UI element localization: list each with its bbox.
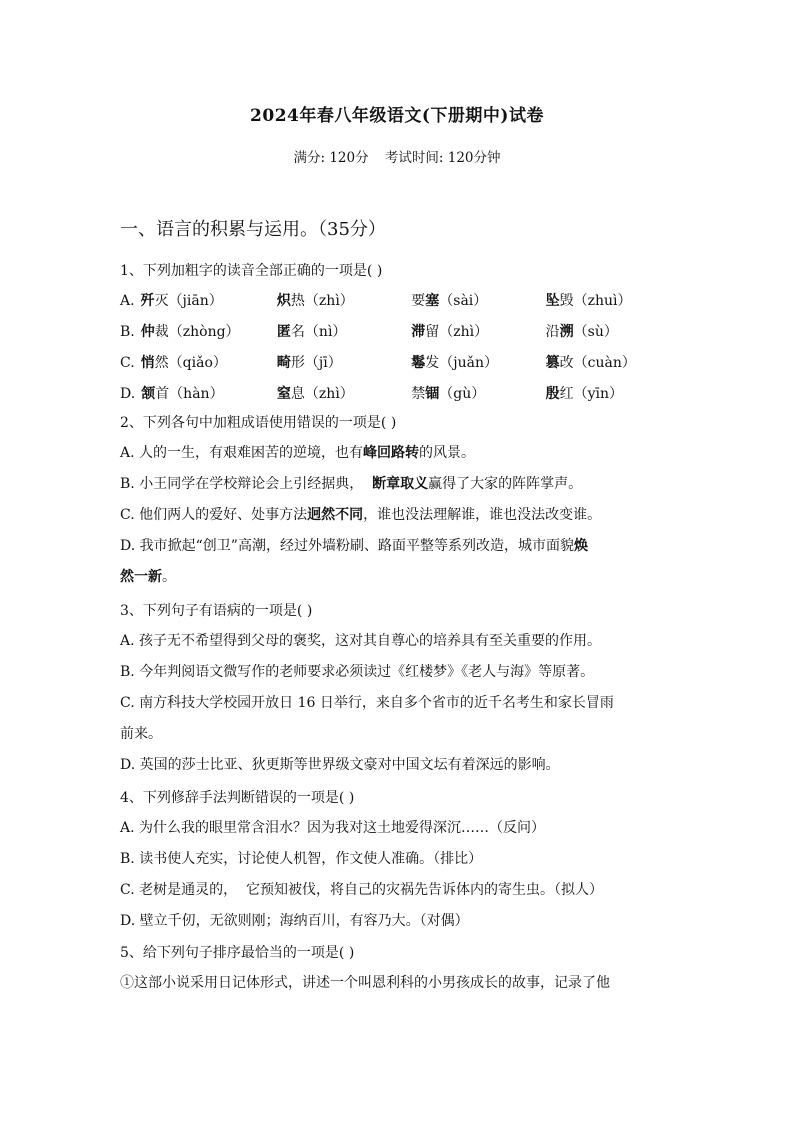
option-label: C. — [120, 355, 135, 371]
question-1-word: D. 颔首（hàn） — [120, 386, 224, 402]
section-heading: 一、语言的积累与运用。（35分） — [120, 219, 386, 240]
question-3-option-c-cont: 前来。 — [120, 726, 162, 742]
question-2 — [120, 408, 680, 593]
question-4 — [120, 783, 680, 937]
question-1-word: 沿溯（sù） — [545, 324, 618, 340]
option-label: B. — [120, 324, 135, 340]
question-2-option-c: C. 他们两人的爱好、处事方法迥然不同，谁也没法理解谁，谁也没法改变谁。 — [120, 507, 602, 523]
question-1-word: 窒息（zhì） — [276, 386, 354, 402]
question-3-stem: 3、下列句子有语病的一项是( ) — [120, 603, 313, 619]
question-1-word: A. 歼灭（jiān） — [120, 293, 223, 309]
question-1-word: 要塞（sài） — [411, 293, 488, 309]
question-4-option-b: B. 读书使人充实，讨论使人机智，作文使人准确。（排比） — [120, 851, 483, 867]
question-5-stem: 5、给下列句子排序最恰当的一项是( ) — [120, 945, 355, 961]
question-1-word: 畸形（jī） — [276, 355, 342, 371]
question-2-option-b: B. 小王同学在学校辩论会上引经据典， 断章取义赢得了大家的阵阵掌声。 — [120, 476, 583, 492]
question-1-word: 篡改（cuàn） — [545, 355, 636, 371]
question-1-option-row — [120, 286, 680, 317]
question-3-option-d: D. 英国的莎士比亚、狄更斯等世界级文豪对中国文坛有着深远的影响。 — [120, 757, 560, 773]
question-1-option-row — [120, 317, 680, 348]
question-1-option-row — [120, 348, 680, 379]
question-1-word: 坠毁（zhuì） — [545, 293, 632, 309]
question-1-word: 鬈发（juǎn） — [411, 355, 499, 371]
question-3-option-c: C. 南方科技大学校园开放日 16 日举行，来自多个省市的近千名考生和家长冒雨 — [120, 695, 614, 711]
question-1-stem: 1、下列加粗字的读音全部正确的一项是( ) — [120, 263, 383, 279]
question-3 — [120, 596, 680, 781]
question-2-option-a: A. 人的一生，有艰难困苦的逆境，也有峰回路转的风景。 — [120, 445, 476, 461]
question-1-word: C. 悄然（qiǎo） — [120, 355, 227, 371]
option-label: A. — [120, 293, 135, 309]
full-marks: 满分: 120分 — [293, 150, 369, 166]
question-1-word: 匿名（nì） — [276, 324, 347, 340]
question-1-word: 炽热（zhì） — [276, 293, 354, 309]
question-2-stem: 2、下列各句中加粗成语使用错误的一项是( ) — [120, 415, 397, 431]
page-title: 2024年春八年级语文(下册期中)试卷 — [250, 106, 544, 126]
question-1-word: B. 仲裁（zhòng） — [120, 324, 240, 340]
question-2-option-d-cont: 然一新。 — [120, 569, 176, 585]
question-1-word: 滞留（zhì） — [411, 324, 489, 340]
question-2-option-d: D. 我市掀起“创卫”高潮，经过外墙粉刷、路面平整等系列改造，城市面貌焕 — [120, 538, 588, 554]
question-1-word: 殷红（yīn） — [545, 386, 624, 402]
question-4-option-a: A. 为什么我的眼里常含泪水？因为我对这土地爱得深沉……（反问） — [120, 820, 546, 836]
question-1-word: 禁锢（gù） — [411, 386, 486, 402]
exam-time: 考试时间: 120分钟 — [384, 150, 501, 166]
question-3-option-a: A. 孩子无不希望得到父母的褒奖，这对其自尊心的培养具有至关重要的作用。 — [120, 633, 602, 649]
option-label: D. — [120, 386, 136, 402]
question-4-option-d: D. 壁立千仞，无欲则刚；海纳百川，有容乃大。（对偶） — [120, 913, 469, 929]
exam-info — [0, 146, 794, 166]
question-3-option-b: B. 今年判阅语文微写作的老师要求必须读过《红楼梦》《老人与海》等原著。 — [120, 664, 595, 680]
question-4-stem: 4、下列修辞手法判断错误的一项是( ) — [120, 790, 355, 806]
question-5-sentence-1: ①这部小说采用日记体形式，讲述一个叫恩利科的小男孩成长的故事，记录了他 — [120, 975, 610, 991]
question-1-option-row — [120, 379, 680, 410]
question-1 — [120, 256, 680, 410]
question-4-option-c: C. 老树是通灵的， 它预知被伐，将自己的灾祸先告诉体内的寄生虫。（拟人） — [120, 882, 604, 898]
question-5 — [120, 938, 680, 999]
